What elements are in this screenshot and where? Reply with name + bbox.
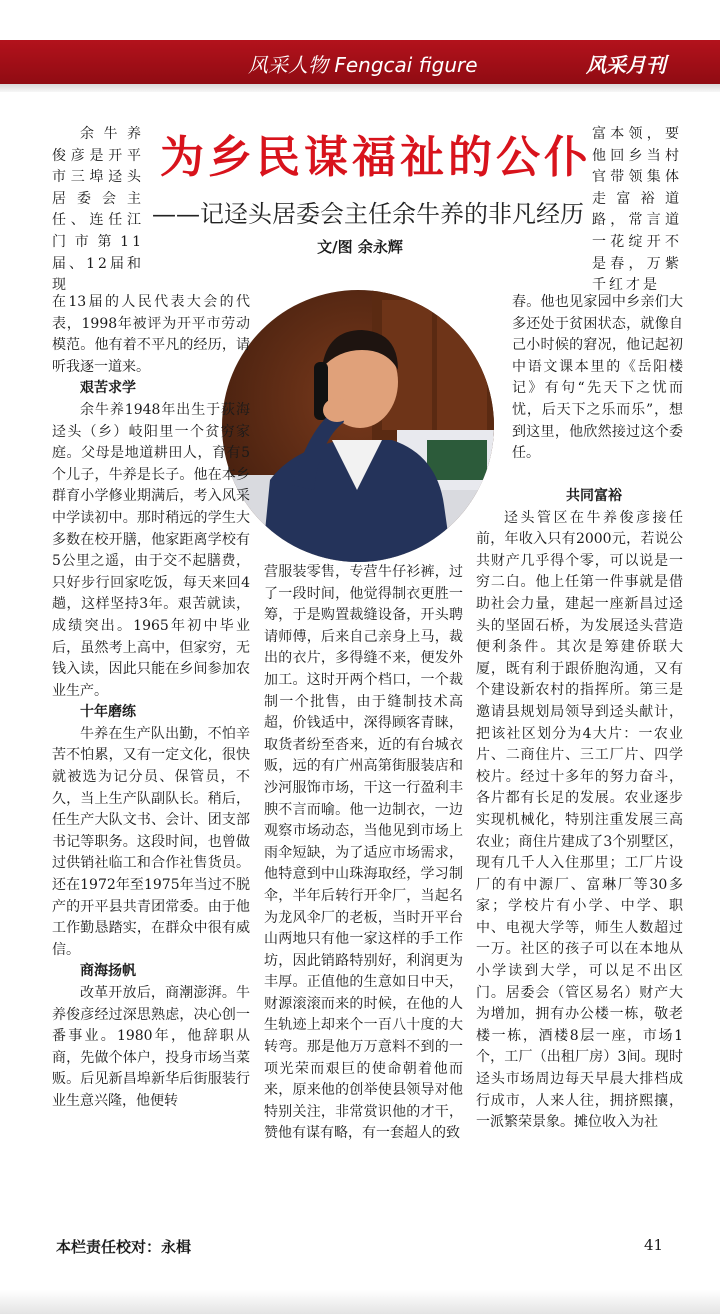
column-3-middle	[512, 292, 683, 465]
article-subtitle: ——记迳头居委会主任余牛养的非凡经历	[152, 200, 584, 228]
header-band-shadow	[0, 84, 720, 92]
paragraph-study: 余牛养1948年出生于荻海迳头（乡）岐阳里一个贫穷家庭。父母是地道耕田人，育有5个儿子，牛养是长子。他在本乡群育小学修业期满后，考入风采中学读初中。那时稍远的学生大多数在校开膳，他家距离学校有5公里之遥，由于交不起膳费，只好步行回家吃饭，每天来回4趟，这样坚持3年。艰苦就读，成绩突出。1965年初中毕业后，虽然考上高中，但家穷，无钱入读，因此只能在乡间参加农业生产。	[52, 401, 250, 699]
intro-paragraph-narrow: 余牛养俊彦是开平市三埠迳头居委会主任、连任江门市第11届、12届和现	[52, 126, 144, 294]
page-number: 41	[644, 1236, 664, 1254]
footer-shade	[0, 1290, 720, 1314]
intro-paragraph-wide: 在13届的人民代表大会的代表，1998年被评为开平市劳动模范。他有着不平凡的经历，请听我逐一道来。	[52, 294, 250, 375]
magazine-label: 风采月刊	[586, 53, 666, 77]
portrait-photo	[222, 290, 494, 562]
heading-ten-years: 十年磨练	[80, 704, 136, 721]
column-2	[264, 562, 463, 1145]
heading-common-prosperity: 共同富裕	[566, 488, 622, 504]
paragraph-common-prosperity: 迳头管区在牛养俊彦接任前，年收入只有2000元，若说公共财产几乎得个零，可以说是一穷二白。他上任第一件事就是借助社会力量，建起一座新昌过迳头的坚固石桥，为发展迳头营造便利条件。其次是筹建侨联大厦，既有利于跟侨胞沟通，又有个建设新农村的指挥所。第三是邀请县规划局领导到迳头献计，把该社区划分为4大片：一农业片、二商住片、三工厂片、四学校片。经过十多年的努力奋斗，各片都有长足的发展。农业逐步实现机械化，特别注重发展三高农业；商住片建成了3个别墅区，现有几千人入住那里；工厂片设厂的有中源厂、富琳厂等30多家；学校片有小学、中学、职中、电视大学等，师生人数超过一万。社区的孩子可以在本地从小学读到大学，可以足不出区门。居委会（管区易名）财产大为增加，拥有办公楼一栋，敬老楼一栋，酒楼8层一座，市场1个，工厂（出租厂房）3间。现时迳头市场周边每天早晨大排档成行成市，人来人往，拥挤熙攘，一派繁荣景象。摊位收入为社	[476, 509, 683, 1131]
column-3-bottom	[476, 486, 683, 1134]
heading-business: 商海扬帆	[80, 963, 136, 980]
paragraph-tailoring: 营服装零售，专营牛仔衫裤，过了一段时间，他觉得制衣更胜一筹，于是购置裁缝设备，开头聘请师傅，后来自己亲身上马，裁出的衣片，多得缝不来，便发外加工。这时开两个档口，一个裁制一个批售，由于缝制技术高超，价钱适中，深得顾客青睐，取货者纷至沓来，近的有台城衣贩，远的有广州高第街服装店和沙河服饰市场，干这一行盈利丰腴不言而喻。他一边制衣，一边观察市场动态，当他见到市场上雨伞短缺，为了适应市场需求，他特意到中山珠海取经，学习制伞，半年后转行开伞厂，当起名为龙风伞厂的老板，当时开平台山两地只有他一家这样的手工作坊，因此销路特别好，利润更为丰厚。正值他的生意如日中天，财源滚滚而来的时候，在他的人生轨迹上却来个一百八十度的大转弯。那是他万万意料不到的一项光荣而艰巨的使命朝着他而来，原来他的创举使县领导对他特别关注，非常赏识他的才干，赞他有谋有略，有一套超人的致	[264, 564, 463, 1142]
footer-editor: 本栏责任校对：永楫	[56, 1238, 192, 1256]
article-title: 为乡民谋福祉的公仆	[160, 132, 592, 183]
column-1-intro	[52, 124, 144, 297]
paragraph-accept-post: 春。他也见家园中乡亲们大多还处于贫困状态，就像自己小时候的窘况，他记起初中语文课本里的《岳阳楼记》有句“先天下之忧而忧，后天下之乐而乐”，想到这里，他欣然接过这个委任。	[512, 294, 683, 462]
article-byline: 文/图 余永辉	[317, 238, 403, 256]
paragraph-business: 改革开放后，商潮澎湃。牛养俊彦经过深思熟虑，决心创一番事业。1980年，他辞职从商，先做个体户，投身市场当菜贩。后见新昌埠新华后街服装行业生意兴隆，他便转	[52, 985, 250, 1109]
section-label: 风采人物 Fengcai figure	[248, 53, 478, 77]
paragraph-village-official: 富本领，要他回乡当村官带领集体走富裕道路，常言道一花绽开不是春，万紫千红才是	[592, 126, 682, 294]
heading-study: 艰苦求学	[80, 380, 136, 397]
column-1	[52, 292, 250, 1113]
paragraph-ten-years: 牛养在生产队出勤，不怕辛苦不怕累，又有一定文化，很快就被选为记分员、保管员，不久，当上生产队副队长。稍后，任生产大队文书、会计、团支部书记等职务。这段时间，也曾做过供销社临工和合作社售货员。还在1972年至1975年当过不脱产的开平县共青团常委。由于他工作勤恳踏实，在群众中很有威信。	[52, 725, 250, 958]
portrait-photo-icon	[222, 290, 494, 562]
column-3-top	[592, 124, 682, 297]
